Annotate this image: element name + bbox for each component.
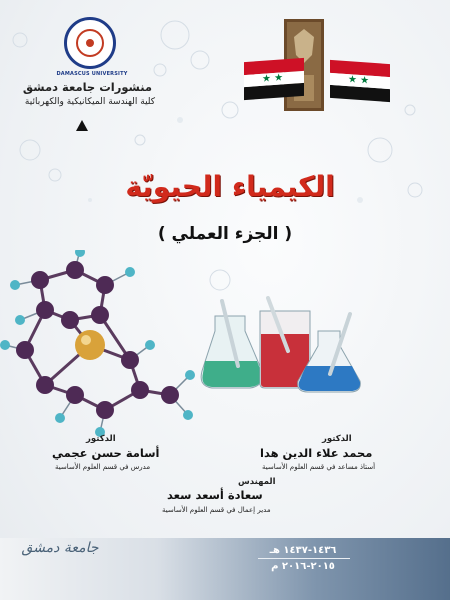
- author-3-role: المهندس: [238, 477, 276, 487]
- author-3-name: سعادة أسعد سعد: [167, 488, 263, 502]
- publisher-line-2: كلية الهندسة الميكانيكية والكهربائية: [24, 97, 156, 107]
- book-subtitle: ( الجزء العملي ): [157, 224, 293, 244]
- syria-flag-left-icon: ★ ★: [244, 58, 304, 100]
- university-name-en: DAMASCUS UNIVERSITY: [56, 71, 128, 77]
- university-seal-icon: [64, 17, 116, 69]
- lab-beakers-illustration: [200, 296, 365, 396]
- footer-year-hijri: ١٤٣٦-١٤٣٧ هـ: [269, 545, 337, 556]
- author-2-role: الدكتور: [86, 434, 116, 444]
- footer-year-gregorian: ٢٠١٥-٢٠١٦ م: [271, 561, 335, 572]
- publisher-line-1: منشورات جامعة دمشق: [22, 80, 153, 94]
- footer-divider: [258, 558, 350, 559]
- author-1-name: محمد علاء الدين هدا: [260, 446, 373, 460]
- triangle-icon: [76, 120, 88, 131]
- syria-flag-right-icon: ★ ★: [330, 60, 390, 102]
- author-3-position: مدير إعمال في قسم العلوم الأساسية: [162, 506, 271, 514]
- author-1-position: أستاذ مساعد في قسم العلوم الأساسية: [262, 463, 376, 471]
- book-title: الكيمياء الحيويّة: [125, 170, 335, 203]
- molecule-illustration: [0, 250, 200, 440]
- footer-university-logo: جامعة دمشق: [21, 540, 99, 556]
- author-2-position: مدرس في قسم العلوم الأساسية: [55, 463, 151, 471]
- author-1-role: الدكتور: [322, 434, 352, 444]
- author-2-name: أسامة حسن عجمي: [52, 446, 160, 460]
